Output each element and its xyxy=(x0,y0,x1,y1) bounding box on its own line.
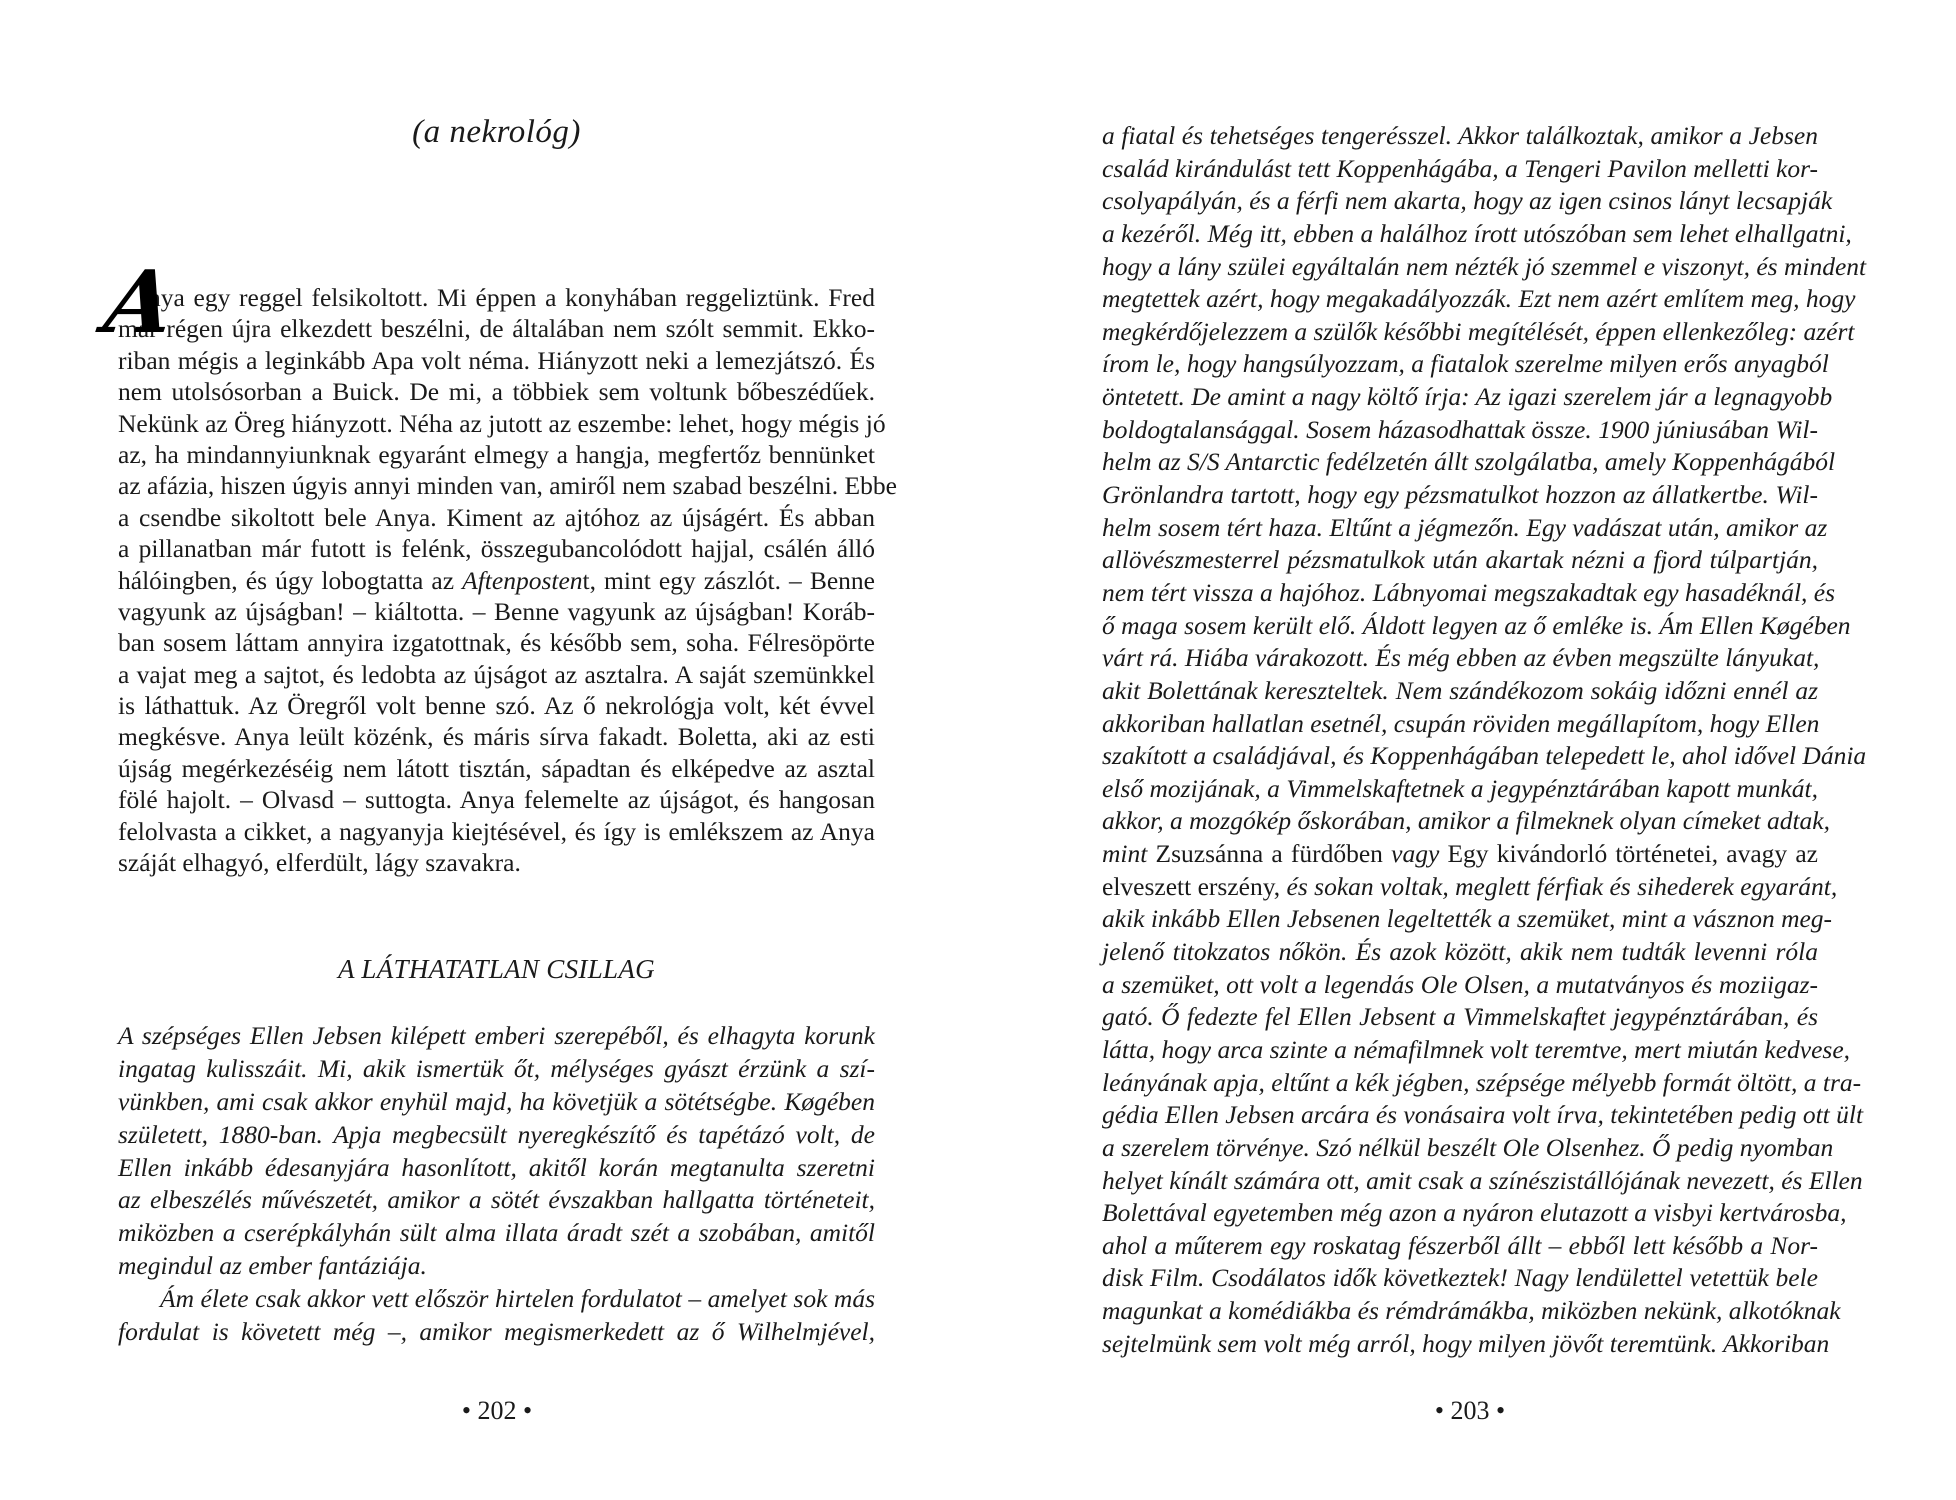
chapter-title: (a nekrológ) xyxy=(412,114,581,150)
text-line: disk Film. Csodálatos idők következtek! Nagy lendülettel vetettük bele xyxy=(1102,1263,1818,1293)
text-line: a vajat meg a sajtot, és ledobta az újságot az asztalra. A saját szemünkkel xyxy=(118,659,875,689)
text-line: csolyapályán, és a férfi nem akarta, hogy az igen csinos lányt lecsapják xyxy=(1102,186,1833,216)
text-line: a fiatal és tehetséges tengerésszel. Akkor találkoztak, amikor a Jebsen xyxy=(1102,121,1818,150)
text-line: látta, hogy arca szinte a némafilmnek volt teremtve, mert miután kedvese, xyxy=(1102,1034,1851,1064)
text-line: az elbeszélés művészetét, amikor a sötét évszakban hallgatta történeteit, xyxy=(118,1185,875,1215)
text-line: sejtelmünk sem volt még arról, hogy milyen jövőt teremtünk. Akkoriban xyxy=(1102,1328,1830,1358)
text-line: öntetett. De amint a nagy költő írja: Az igazi szerelem jár a legnagyobb xyxy=(1102,382,1833,412)
newspaper-name: Aftenposten xyxy=(462,565,583,595)
text-line: várt rá. Hiába várakozott. És még ebben az évben megszülte lányukat, xyxy=(1102,643,1820,673)
film-title: Egy kivándorló történetei, avagy az xyxy=(1439,839,1819,869)
text-line: allövészmesterrel pézsmatulkok után akartak nézni a fjord túlpartján, xyxy=(1102,545,1818,575)
text-line: helyet kínált számára ott, amit csak a színészistállójának nevezett, és Ellen xyxy=(1102,1165,1863,1195)
film-title: elveszett erszény, xyxy=(1102,871,1281,901)
text-line: hogy a lány szülei egyáltalán nem nézték jó szemmel e viszonyt, és mindent xyxy=(1102,251,1867,281)
film-title: Zsuzsánna a fürdőben xyxy=(1147,839,1392,869)
text-line: írom le, hogy hangsúlyozzam, a fiatalok szerelme milyen erős anyagból xyxy=(1102,349,1829,379)
page-number: • 203 • xyxy=(1434,1396,1506,1425)
text-line: boldogtalansággal. Sosem házasodhattak össze. 1900 júniusában Wil- xyxy=(1102,414,1818,444)
text-line: helm az S/S Antarctic fedélzetén állt szolgálatba, amely Koppenhágából xyxy=(1102,447,1836,477)
text-run: t, mint egy zászlót. – Benne xyxy=(582,565,875,595)
obituary-heading: A LÁTHATATLAN CSILLAG xyxy=(338,954,655,984)
obituary-text xyxy=(118,1020,875,1349)
text-line: akik inkább Ellen Jebsenen legeltették a szemüket, mint a vásznon meg- xyxy=(1102,904,1833,934)
text-line: megkésve. Anya leült közénk, és máris sírva fakadt. Boletta, aki az esti xyxy=(118,722,875,752)
text-line: miközben a cserépkályhán sült alma illata áradt szét a szobában, amitől xyxy=(118,1218,875,1248)
right-page xyxy=(978,0,1956,1500)
text-line: ahol a műterem egy roskatag fészerből állt – ebből lett később a Nor- xyxy=(1102,1230,1818,1260)
text-line: már régen újra elkezdett beszélni, de általában nem szólt semmit. Ekko- xyxy=(118,314,875,344)
text-line: nem utolsósorban a Buick. De mi, a többiek sem voltunk bőbeszédűek. xyxy=(118,377,875,407)
text-line: Bolettával egyetemben még azon a nyáron elutazott a visbyi kertvárosba, xyxy=(1102,1198,1847,1228)
text-line: az, ha mindannyiunknak egyaránt elmegy a hangja, megfertőz bennünket xyxy=(118,439,875,469)
text-line: felolvasta a cikket, a nagyanyja kiejtésével, és így is emlékszem az Anya xyxy=(118,816,875,846)
text-line: vagyunk az újságban! – kiáltotta. – Benne vagyunk az újságban! Koráb- xyxy=(118,596,875,626)
text-line: fordulat is követett még –, amikor megismerkedett az ő Wilhelmjével, xyxy=(118,1317,875,1347)
text-line: ingatag kulisszáit. Mi, akik ismertük őt, mélységes gyászt érzünk a szí- xyxy=(118,1053,875,1083)
text-line: Ám élete csak akkor vett először hirtelen fordulatot – amelyet sok más xyxy=(160,1284,875,1314)
text-line: A szépséges Ellen Jebsen kilépett emberi szerepéből, és elhagyta korunk xyxy=(118,1021,875,1050)
text-line: született, 1880-ban. Apja megbecsült nyeregkészítő és tapétázó volt, de xyxy=(118,1119,875,1149)
text-line xyxy=(1102,871,1838,904)
text-run: hálóingben, és úgy lobogtatta az xyxy=(118,565,463,595)
text-run: vagy xyxy=(1391,839,1440,869)
text-line: Grönlandra tartott, hogy egy pézsmatulkot hozzon az állatkertbe. Wil- xyxy=(1102,480,1818,510)
text-line: vünkben, ami csak akkor enyhül majd, ha követjük a sötétségbe. Køgében xyxy=(118,1086,875,1116)
text-line: jelenő titokzatos nőkön. És azok között, akik nem tudták levenni róla xyxy=(1102,937,1818,967)
text-line: magunkat a komédiákba és rémdrámákba, miközben nekünk, alkotóknak xyxy=(1102,1296,1841,1326)
text-line: ban sosem láttam annyira izgatottnak, és később sem, soha. Félresöpörte xyxy=(118,628,875,658)
text-line: megindul az ember fantáziája. xyxy=(118,1251,427,1281)
text-line: ő maga sosem került elő. Áldott legyen az ő emléke is. Ám Ellen Køgében xyxy=(1102,610,1851,640)
text-line: a szemüket, ott volt a legendás Ole Olsen, a mutatványos és moziigaz- xyxy=(1102,969,1818,999)
text-line: az afázia, hiszen úgyis annyi minden van, amiről nem szabad beszélni. Ebbe xyxy=(118,471,897,501)
text-line: Nekünk az Öreg hiányzott. Néha az jutott az eszembe: lehet, hogy mégis jó xyxy=(118,408,886,438)
text-line: helm sosem tért haza. Eltűnt a jégmezőn. Egy vadászat után, amikor az xyxy=(1102,512,1828,542)
page-number: • 202 • xyxy=(461,1396,533,1425)
text-line: nem tért vissza a hajóhoz. Lábnyomai megszakadtak egy hasadéknál, és xyxy=(1102,577,1836,607)
text-line: gató. Ő fedezte fel Ellen Jebsent a Vimmelskaftet jegypénztárában, és xyxy=(1102,1002,1818,1032)
text-line: a kezéről. Még itt, ebben a halálhoz írott utószóban sem lehet elhallgatni, xyxy=(1102,218,1852,248)
text-line: gédia Ellen Jebsen arcára és vonásaira volt írva, tekintetében pedig ott ült xyxy=(1102,1100,1864,1130)
text-line: Ellen inkább édesanyjára hasonlított, akitől korán megtanulta szeretni xyxy=(118,1152,875,1182)
text-line: is láthattuk. Az Öregről volt benne szó. Az ő nekrológja volt, két évvel xyxy=(118,691,875,721)
text-line: megtettek azért, hogy megakadályozzák. Ezt nem azért említem meg, hogy xyxy=(1102,284,1856,314)
text-line: a szerelem törvénye. Szó nélkül beszélt Ole Olsenhez. Ő pedig nyomban xyxy=(1102,1132,1834,1162)
text-line: akkor, a mozgókép őskorában, amikor a filmeknek olyan címeket adtak, xyxy=(1102,806,1830,836)
text-line: fölé hajolt. – Olvasd – suttogta. Anya felemelte az újságot, és hangosan xyxy=(118,785,875,815)
text-line: leányának apja, eltűnt a kék jégben, szépsége mélyebb formát öltött, a tra- xyxy=(1102,1067,1862,1097)
text-run: mint xyxy=(1102,839,1148,869)
narrative-paragraph xyxy=(98,252,897,878)
text-line: család kirándulást tett Koppenhágába, a Tengeri Pavilon melletti kor- xyxy=(1102,153,1819,183)
text-line: riban mégis a leginkább Apa volt néma. Hiányzott neki a lemezjátszó. És xyxy=(118,345,875,375)
text-line: a pillanatban már futott is felénk, összegubancolódott hajjal, csálén álló xyxy=(118,534,875,564)
text-run: és sokan voltak, meglett férfiak és sihederek egyaránt, xyxy=(1280,871,1838,901)
drop-cap: A xyxy=(98,252,180,353)
text-line: nya egy reggel felsikoltott. Mi éppen a konyhában reggeliztünk. Fred xyxy=(148,283,875,312)
text-line: akkoriban hallatlan esetnél, csupán röviden megállapítom, hogy Ellen xyxy=(1102,708,1820,738)
text-line: akit Bolettának kereszteltek. Nem szándékozom sokáig időzni ennél az xyxy=(1102,675,1818,705)
text-line: száját elhagyó, elferdült, lágy szavakra. xyxy=(118,848,521,878)
text-line: a csendbe sikoltott bele Anya. Kiment az ajtóhoz az újságért. És abban xyxy=(118,502,875,532)
text-line: megkérdőjelezzem a szülők későbbi megítélését, éppen ellenkezőleg: azért xyxy=(1102,316,1855,346)
text-line: első mozijának, a Vimmelskaftetnek a jegypénztárában kapott munkát, xyxy=(1102,773,1818,803)
text-line xyxy=(118,565,875,596)
obituary-continued xyxy=(1102,120,1867,1360)
text-line: újság megérkezéséig nem látott tisztán, sápadtan és elképedve az asztal xyxy=(118,753,875,783)
text-line xyxy=(1102,838,1818,871)
text-line: szakított a családjával, és Koppenhágában telepedett le, ahol idővel Dánia xyxy=(1102,741,1867,771)
